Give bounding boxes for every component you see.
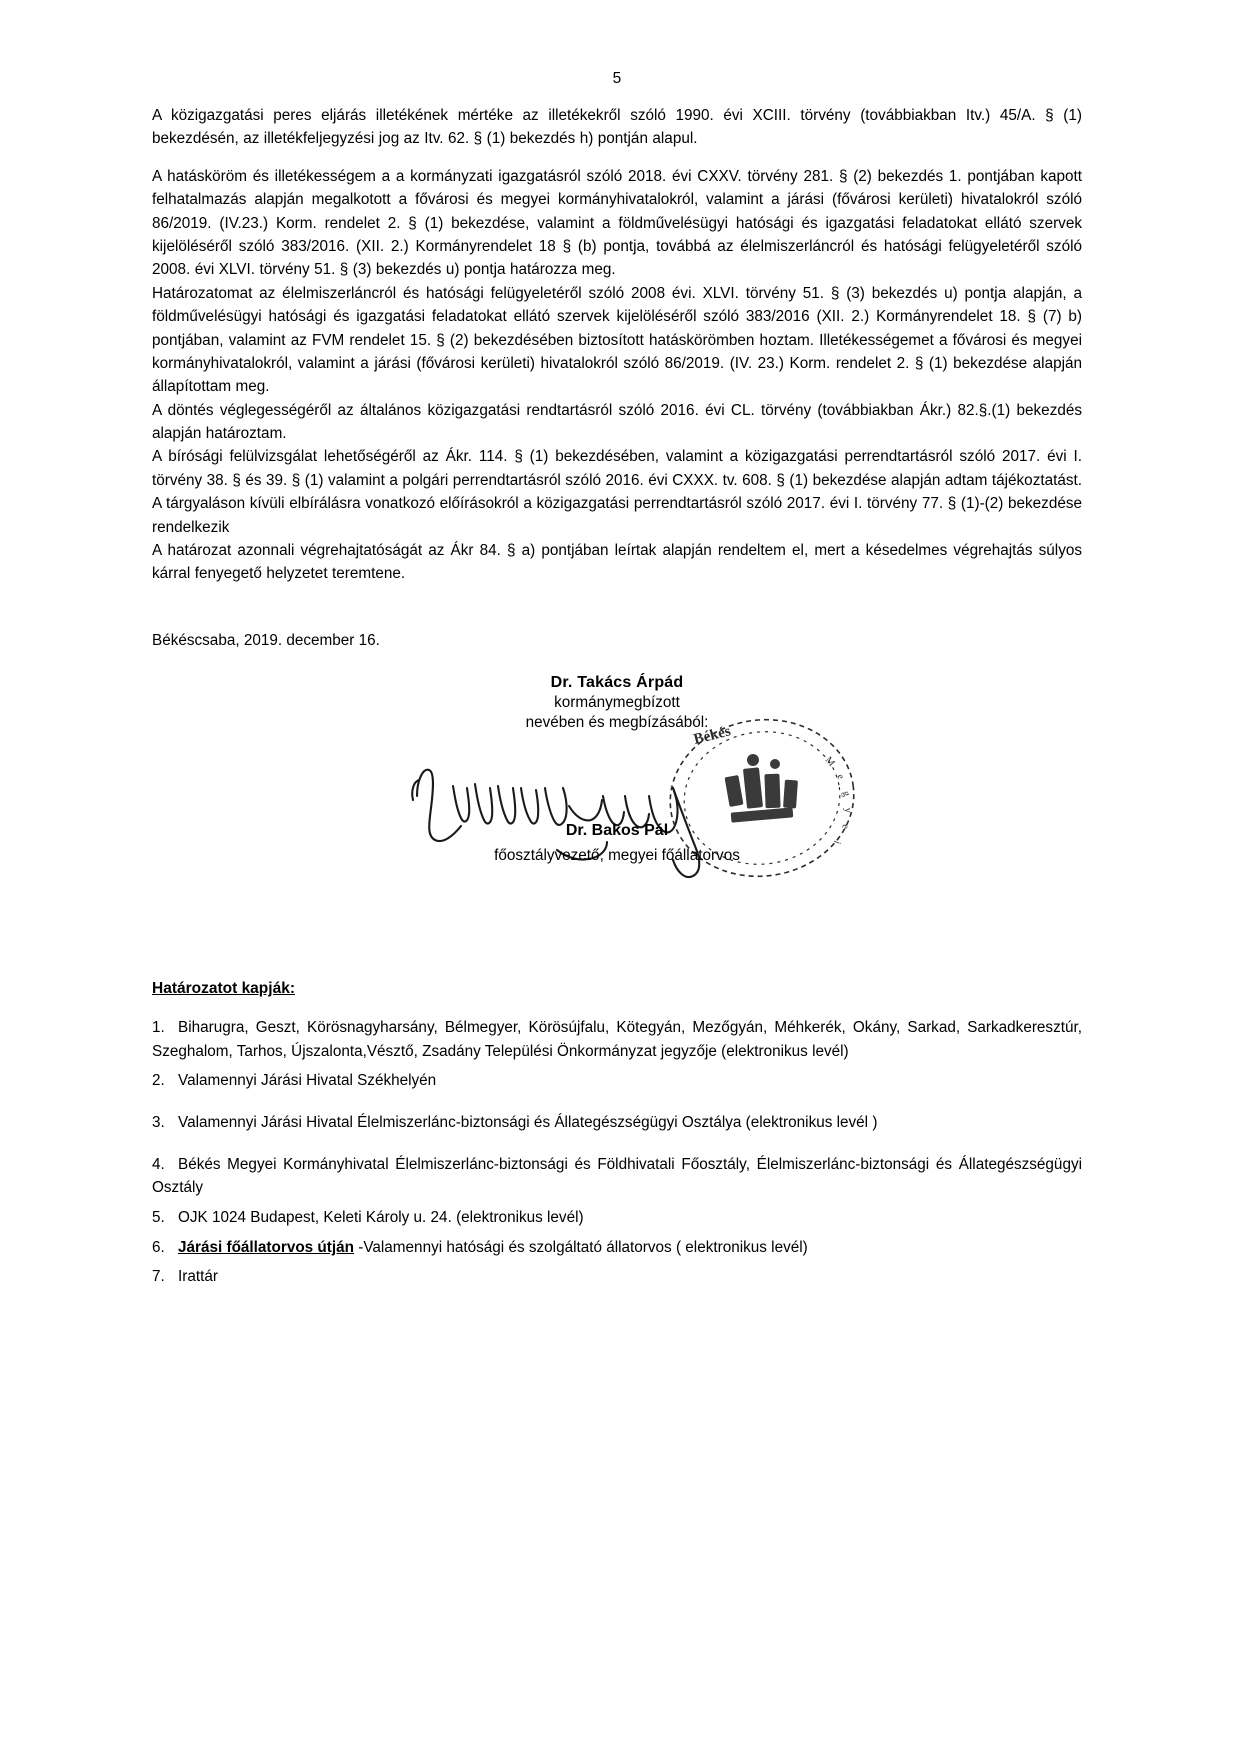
list-item-emphasis: Járási főállatorvos útján bbox=[178, 1238, 354, 1256]
list-item-number: 2. bbox=[152, 1072, 165, 1090]
list-item bbox=[152, 1236, 1082, 1260]
list-item-number: 6. bbox=[152, 1238, 165, 1256]
svg-text:y: y bbox=[842, 807, 854, 814]
list-item-number: 7. bbox=[152, 1268, 165, 1286]
stamp-text: Békés bbox=[692, 723, 733, 748]
official-role: kormánymegbízott bbox=[554, 693, 680, 711]
page-number: 5 bbox=[612, 70, 622, 87]
paragraph-2: A hatásköröm és illetékességem a a kormányzati igazgatásról szóló 2018. évi CXXV. törvény 281. § (2) bekezdés 1. pontjában kapott felhatalmazás alapján megalkotott a fővárosi és megyei kormányhivatalokról, valamint a járási (fővárosi kerületi) hivatalokról szóló 86/2019. (IV.23.) Korm. rendelet 2. § (1) bekezdése, valamint a földművelésügyi hatósági és igazgatási feladatokat ellátó szervek kijelöléséről szóló 383/2016. (XII. 2.) Kormányrendelet 18 § (b) pontja, továbbá az élelmiszerláncról és hatósági felügyeletéről szóló 2008. évi XLVI. törvény 51. § (3) bekezdés u) pontja határozza meg. bbox=[152, 167, 1082, 279]
list-item-text: Valamennyi Járási Hivatal Székhelyén bbox=[178, 1072, 437, 1090]
paragraph-4: A döntés véglegességéről az általános közigazgatási rendtartásról szóló 2016. évi CL. törvény (továbbiakban Ákr.) 82.§.(1) bekezdés alapján határoztam. bbox=[152, 401, 1082, 443]
list-item-text: -Valamennyi hatósági és szolgáltató állatorvos ( elektronikus levél) bbox=[353, 1238, 808, 1256]
document-content bbox=[152, 70, 1082, 1289]
list-item-text: Biharugra, Geszt, Körösnagyharsány, Bélmegyer, Körösújfalu, Kötegyán, Mezőgyán, Méhkerék, Okány, Sarkad, Sarkadkeresztúr, Szeghalom, Tarhos, Újszalonta,Vésztő, Zsadány Települési Önkormányzat jegyzője (elektronikus levél) bbox=[152, 1018, 1082, 1060]
paragraph-6: A határozat azonnali végrehajtatóságát az Ákr 84. § a) pontjában leírtak alapján rendeltem el, mert a késedelmes végrehajtás súlyos kárral fenyegető helyzetet teremtene. bbox=[152, 542, 1082, 583]
svg-text:i: i bbox=[831, 838, 843, 846]
list-item-text: OJK 1024 Budapest, Keleti Károly u. 24. (elektronikus levél) bbox=[178, 1209, 584, 1227]
on-behalf-of-label: nevében és megbízásából: bbox=[525, 713, 709, 731]
signer-name: Dr. Bakos Pál bbox=[565, 821, 669, 839]
list-item-text: Valamennyi Járási Hivatal Élelmiszerlánc-biztonsági és Állategészségügyi Osztálya (elektronikus levél ) bbox=[178, 1113, 878, 1131]
recipients-list bbox=[152, 1016, 1082, 1289]
list-item bbox=[152, 1206, 1082, 1230]
svg-text:g: g bbox=[840, 789, 853, 798]
svg-text:e: e bbox=[839, 823, 851, 830]
list-item-number: 1. bbox=[152, 1018, 165, 1036]
recipients-heading: Határozatot kapják: bbox=[152, 979, 295, 997]
list-item bbox=[152, 1153, 1082, 1200]
list-item-number: 5. bbox=[152, 1209, 165, 1227]
paragraph-5: A bírósági felülvizsgálat lehetőségéről az Ákr. 114. § (1) bekezdésében, valamint a közigazgatási perrendtartásról szóló 2017. évi I. törvény 38. § és 39. § (1) valamint a polgári perrendtartásról szóló 2016. évi CXXX. tv. 608. § (1) bekezdése alapján adtam tájékoztatást. A tárgyaláson kívüli elbírálásra vonatkozó előírásokról a közigazgatási perrendtartásról szóló 2017. évi I. törvény 77. § (1)-(2) bekezdése rendelkezik bbox=[152, 448, 1082, 536]
handwritten-signature-area bbox=[152, 723, 1082, 884]
signature-block bbox=[152, 674, 1082, 884]
list-item bbox=[152, 1069, 1082, 1093]
list-item-number: 3. bbox=[152, 1113, 165, 1131]
list-item bbox=[152, 1265, 1082, 1289]
official-name: Dr. Takács Árpád bbox=[550, 673, 684, 691]
list-item bbox=[152, 1016, 1082, 1063]
list-item bbox=[152, 1111, 1082, 1135]
paragraph-3: Határozatomat az élelmiszerláncról és hatósági felügyeletéről szóló 2008 évi. XLVI. törvény 51. § (3) bekezdés u) pontja alapján, a földművelésügyi hatósági és igazgatási feladatokat ellátó szervek kijelöléséről szóló 383/2016 (XII. 2.) Kormányrendelet 18. § (7) b) pontjában, valamint az FVM rendelet 15. § (2) bekezdésében biztosított hatáskörömben hoztam. Illetékességemet a fővárosi és megyei kormányhivatalokról, valamint a járási (fővárosi kerületi) hivatalokról szóló 86/2019. (IV. 23.) Korm. rendelet 2. § (1) bekezdése alapján állapítottam meg. bbox=[152, 284, 1082, 396]
list-item-text: Békés Megyei Kormányhivatal Élelmiszerlánc-biztonsági és Földhivatali Főosztály, Élelmiszerlánc-biztonsági és Állategészségügyi Osztály bbox=[152, 1155, 1082, 1197]
signer-role: főosztályvezető, megyei főállatorvos bbox=[494, 846, 740, 864]
paragraph-1: A közigazgatási peres eljárás illetékének mértéke az illetékekről szóló 1990. évi XCIII. törvény (továbbiakban Itv.) 45/A. § (1) bekezdésén, az illetékfeljegyzési jog az Itv. 62. § (1) bekezdés h) pontján alapul. bbox=[152, 107, 1082, 148]
svg-text:e: e bbox=[834, 772, 847, 782]
list-item-number: 4. bbox=[152, 1155, 165, 1173]
place-and-date: Békéscsaba, 2019. december 16. bbox=[152, 631, 380, 649]
svg-text:M: M bbox=[822, 754, 837, 769]
list-item-text: Irattár bbox=[178, 1268, 218, 1286]
